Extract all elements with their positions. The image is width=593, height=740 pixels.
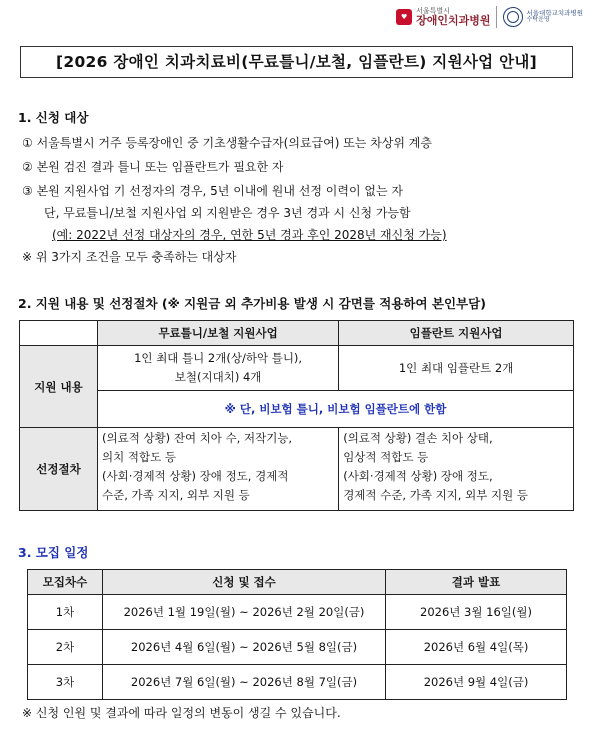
eligibility-item-1: ① 서울특별시 거주 등록장애인 중 기초생활수급자(의료급여) 또는 차상위 계층	[22, 136, 432, 150]
schedule-round: 1차	[28, 595, 103, 630]
schedule-application: 2026년 7월 6일(월) ~ 2026년 8월 7일(금)	[103, 665, 386, 700]
selection-denture-line: 의치 적합도 등	[102, 450, 176, 464]
support-denture-line2: 보철(지대치) 4개	[174, 370, 262, 384]
eligibility-item-3: ③ 본원 지원사업 기 선정자의 경우, 5년 이내에 원내 선정 이력이 없는 자	[22, 184, 403, 198]
support-denture-line1: 1인 최대 틀니 2개(상/하악 틀니),	[134, 351, 303, 365]
selection-implant-line: (사회·경제적 상황) 장애 정도,	[343, 469, 493, 483]
support-implant-cell: 1인 최대 임플란트 2개	[339, 346, 574, 391]
schedule-result: 2026년 9월 4일(금)	[386, 665, 567, 700]
logo-hospital-name: 장애인치과병원	[416, 13, 491, 27]
snu-logo-line1: 서울대학교치과병원	[526, 9, 583, 18]
schedule-application: 2026년 1월 19일(월) ~ 2026년 2월 20일(금)	[103, 595, 386, 630]
selection-implant-line: 경제적 수준, 가족 지지, 외부 지원 등	[343, 488, 528, 502]
eligibility-example: (예: 2022년 선정 대상자의 경우, 연한 5년 경과 후인 2028년 재신청 가능)	[52, 228, 447, 242]
selection-denture-cell	[98, 428, 339, 511]
hospital-logo	[396, 8, 490, 27]
snu-logo-line2: 수탁운영	[526, 16, 550, 24]
support-table	[19, 320, 574, 511]
section3-heading: 3. 모집 일정	[18, 545, 89, 560]
schedule-note: ※ 신청 인원 및 결과에 따라 일정의 변동이 생길 수 있습니다.	[22, 706, 341, 720]
schedule-table	[27, 569, 567, 700]
selection-denture-line: (의료적 상황) 잔여 치아 수, 저작기능,	[102, 431, 293, 445]
logo-divider	[496, 6, 497, 28]
selection-implant-line: (의료적 상황) 결손 치아 상태,	[343, 431, 493, 445]
table-row	[28, 595, 567, 630]
selection-implant-cell	[339, 428, 574, 511]
schedule-col-result: 결과 발표	[386, 570, 567, 595]
selection-denture-line: (사회·경제적 상황) 장애 정도, 경제적	[102, 469, 289, 483]
eligibility-sub-note: 단, 무료틀니/보철 지원사업 외 지원받은 경우 3년 경과 시 신청 가능함	[44, 206, 411, 220]
schedule-col-round: 모집차수	[28, 570, 103, 595]
eligibility-item-2: ② 본원 검진 결과 틀니 또는 임플란트가 필요한 자	[22, 160, 284, 174]
support-note: ※ 단, 비보험 틀니, 비보험 임플란트에 한함	[98, 391, 574, 428]
schedule-round: 2차	[28, 630, 103, 665]
row-support-content: 지원 내용	[20, 346, 98, 428]
schedule-result: 2026년 3월 16일(월)	[386, 595, 567, 630]
table-row	[28, 665, 567, 700]
col-implant: 임플란트 지원사업	[339, 321, 574, 346]
header-logos	[396, 6, 583, 28]
logo-city-label: 서울특별시	[416, 6, 450, 15]
page-title: [2026 장애인 치과치료비(무료틀니/보철, 임플란트) 지원사업 안내]	[20, 46, 573, 78]
hospital-logo-icon: ♥	[396, 9, 412, 25]
section2-heading: 2. 지원 내용 및 선정절차 (※ 지원금 외 추가비용 발생 시 감면를 적용하여 본인부담)	[18, 296, 486, 311]
col-denture: 무료틀니/보철 지원사업	[98, 321, 339, 346]
selection-denture-line: 수준, 가족 지지, 외부 지원 등	[102, 488, 250, 502]
row-selection: 선정절차	[20, 428, 98, 511]
selection-implant-line: 임상적 적합도 등	[343, 450, 429, 464]
snu-logo	[503, 7, 583, 27]
schedule-round: 3차	[28, 665, 103, 700]
snu-seal-icon	[503, 7, 523, 27]
table-row	[28, 630, 567, 665]
section1-heading: 1. 신청 대상	[18, 110, 89, 125]
schedule-application: 2026년 4월 6일(월) ~ 2026년 5월 8일(금)	[103, 630, 386, 665]
schedule-result: 2026년 6월 4일(목)	[386, 630, 567, 665]
schedule-col-application: 신청 및 접수	[103, 570, 386, 595]
support-denture-cell	[98, 346, 339, 391]
eligibility-note: ※ 위 3가지 조건을 모두 충족하는 대상자	[22, 250, 237, 264]
